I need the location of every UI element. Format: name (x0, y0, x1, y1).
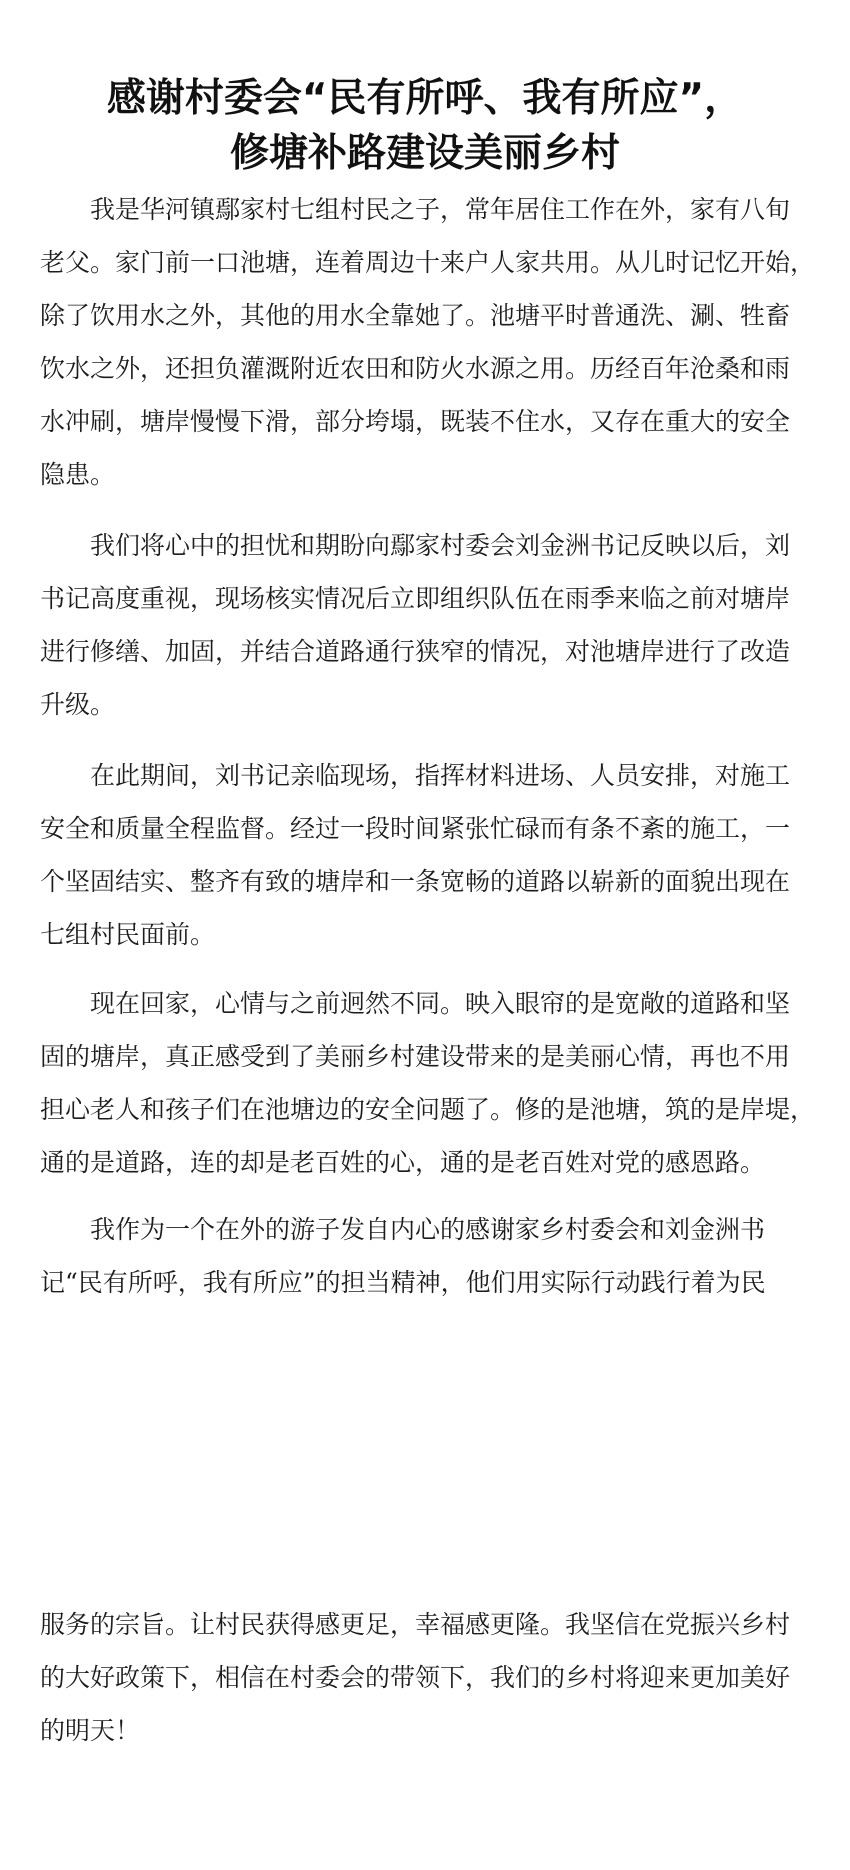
body-text-line: 现在回家，心情与之前迥然不同。映入眼帘的是宽敞的道路和坚 (40, 989, 791, 1018)
body-text-line: 进行修缮、加固，并结合道路通行狭窄的情况，对池塘岸进行了改造 (40, 637, 791, 666)
body-text-line: 老父。家门前一口池塘，连着周边十来户人家共用。从儿时记忆开始， (40, 248, 816, 277)
body-text-line: 饮水之外，还担负灌溉附近农田和防火水源之用。历经百年沧桑和雨 (40, 354, 791, 383)
document-title-line-2: 修塘补路建设美丽乡村 (229, 131, 620, 176)
body-text-line: 七组村民面前。 (40, 920, 216, 949)
body-text-line: 固的塘岸，真正感受到了美丽乡村建设带来的是美丽心情，再也不用 (40, 1042, 791, 1071)
body-text-line: 的明天！ (40, 1716, 141, 1745)
document-title-line-1: 感谢村委会“民有所呼、我有所应”， (106, 76, 744, 121)
body-text-line: 记“民有所呼，我有所应”的担当精神，他们用实际行动践行着为民 (40, 1268, 766, 1297)
body-text-line: 服务的宗旨。让村民获得感更足，幸福感更隆。我坚信在党振兴乡村 (40, 1610, 791, 1639)
body-text-line: 书记高度重视，现场核实情况后立即组织队伍在雨季来临之前对塘岸 (40, 584, 791, 613)
body-text-line: 个坚固结实、整齐有致的塘岸和一条宽畅的道路以崭新的面貌出现在 (40, 867, 791, 896)
body-text-line: 安全和质量全程监督。经过一段时间紧张忙碌而有条不紊的施工，一 (40, 814, 791, 843)
body-text-line: 在此期间，刘书记亲临现场，指挥材料进场、人员安排，对施工 (40, 761, 791, 790)
body-text-line: 的大好政策下，相信在村委会的带领下，我们的乡村将迎来更加美好 (40, 1663, 791, 1692)
body-text-line: 担心老人和孩子们在池塘边的安全问题了。修的是池塘，筑的是岸堤， (40, 1095, 816, 1124)
body-text-line: 除了饮用水之外，其他的用水全靠她了。池塘平时普通洗、涮、牲畜 (40, 301, 791, 330)
body-text-line: 我作为一个在外的游子发自内心的感谢家乡村委会和刘金洲书 (40, 1215, 766, 1244)
body-text-line: 我们将心中的担忧和期盼向鄢家村委会刘金洲书记反映以后，刘 (40, 531, 791, 560)
body-text-line: 水冲刷，塘岸慢慢下滑，部分垮塌，既装不住水，又存在重大的安全 (40, 407, 791, 436)
body-text-line: 隐患。 (40, 460, 116, 489)
body-text-line: 升级。 (40, 690, 116, 719)
body-text-line: 通的是道路，连的却是老百姓的心，通的是老百姓对党的感恩路。 (40, 1148, 766, 1177)
body-text-line: 我是华河镇鄢家村七组村民之子，常年居住工作在外，家有八旬 (40, 195, 791, 224)
